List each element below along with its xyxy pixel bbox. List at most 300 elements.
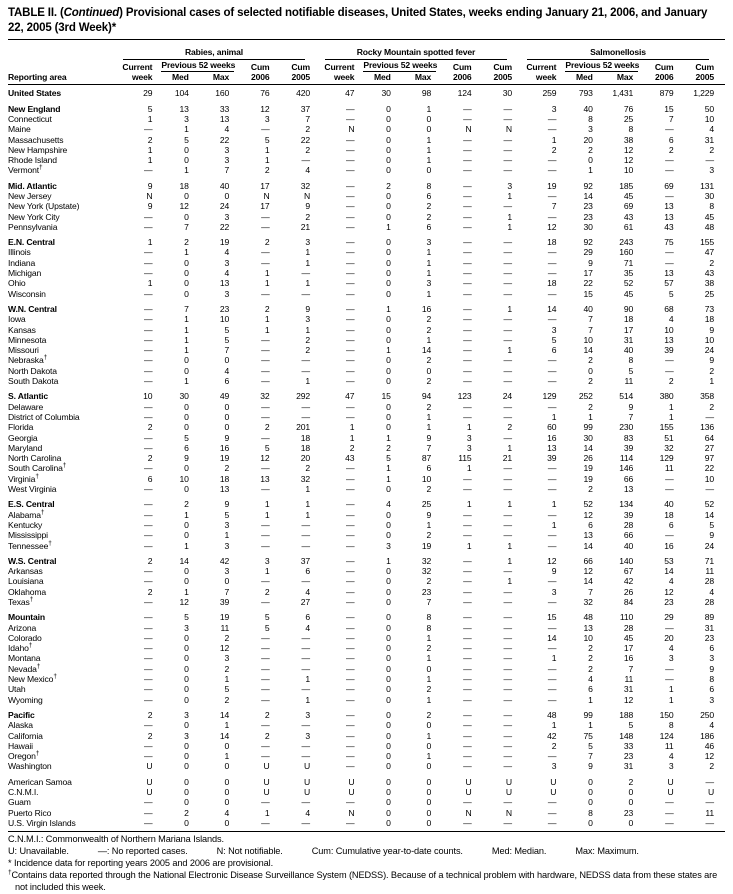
value-cell: 1 (386, 555, 391, 566)
value-cell: 7 (184, 303, 189, 314)
col-prev52: Previous 52 weeks (159, 60, 240, 72)
value-cell: — (345, 797, 355, 808)
value-cell: 0 (386, 324, 391, 335)
table-row (8, 551, 725, 566)
value-cell: 5 (264, 442, 270, 453)
value-cell: 75 (664, 237, 674, 248)
value-cell: — (503, 586, 512, 597)
value-cell: 8 (588, 807, 593, 818)
value-cell: 52 (623, 278, 634, 289)
value-cell: 0 (386, 566, 391, 577)
value-cell: 0 (184, 257, 189, 268)
value-cell: N (505, 124, 512, 135)
value-cell: 4 (668, 643, 674, 654)
col-med: Med (563, 72, 603, 85)
table-row (8, 299, 725, 314)
value-cell: — (463, 376, 472, 387)
table-row (8, 335, 725, 345)
value-cell: 123 (457, 391, 472, 402)
value-cell: 0 (184, 463, 189, 474)
value-cell: 1 (386, 432, 391, 443)
table-row (8, 576, 725, 586)
value-cell: 3 (551, 761, 557, 772)
value-cell: 39 (623, 442, 634, 453)
value-cell: 2 (224, 663, 230, 674)
value-cell: 1 (264, 509, 270, 520)
value-cell: 15 (381, 391, 391, 402)
value-cell: — (345, 113, 355, 124)
value-cell: — (547, 124, 557, 135)
value-cell: — (547, 797, 557, 808)
value-cell: 2 (668, 376, 674, 387)
value-cell: 1 (551, 519, 557, 530)
value-cell: 0 (426, 124, 432, 135)
value-cell: — (261, 334, 270, 345)
value-cell: — (345, 740, 355, 751)
value-cell: 2 (628, 776, 634, 787)
table-row (8, 314, 725, 324)
value-cell: 0 (386, 519, 391, 530)
value-cell: 0 (386, 422, 391, 433)
value-cell: 0 (426, 663, 432, 674)
value-cell: — (463, 709, 472, 720)
value-cell: 2 (264, 730, 270, 741)
value-cell: 73 (704, 303, 714, 314)
value-cell: — (261, 484, 270, 495)
value-cell: — (503, 288, 512, 299)
table-row (8, 818, 725, 832)
value-cell: 0 (184, 401, 189, 412)
value-cell: 28 (623, 622, 634, 633)
value-cell: 40 (623, 345, 634, 356)
value-cell: — (345, 355, 355, 366)
value-cell: 1 (349, 422, 355, 433)
value-cell: — (261, 740, 270, 751)
value-cell: 0 (184, 484, 189, 495)
value-cell: 17 (623, 324, 634, 335)
value-cell: 0 (386, 376, 391, 387)
value-cell: — (143, 355, 153, 366)
value-cell: 259 (542, 88, 557, 99)
value-cell: — (503, 237, 512, 248)
value-cell: — (261, 632, 270, 643)
value-cell: — (261, 694, 270, 705)
value-cell: — (503, 509, 512, 520)
value-cell: 0 (386, 596, 391, 607)
value-cell: 17 (623, 643, 634, 654)
value-cell: 1 (147, 144, 153, 155)
col-cum: Cum (695, 61, 714, 72)
value-cell: 97 (704, 453, 714, 464)
value-cell: 31 (704, 134, 714, 145)
value-cell: 4 (224, 247, 230, 258)
value-cell: 42 (623, 576, 634, 587)
reporting-area-cell: Georgia (8, 432, 38, 443)
value-cell: — (143, 334, 153, 345)
value-cell: 0 (426, 761, 432, 772)
value-cell: 2 (551, 144, 557, 155)
col-cum: Cum (250, 61, 270, 72)
value-cell: 0 (184, 355, 189, 366)
value-cell: 3 (264, 113, 270, 124)
value-cell: — (547, 191, 557, 201)
value-cell: — (345, 247, 355, 258)
value-cell: 2 (588, 663, 593, 674)
reporting-area-cell: Wisconsin (8, 288, 46, 299)
col-max: Max (200, 72, 240, 85)
value-cell: 43 (664, 221, 674, 232)
value-cell: 0 (184, 632, 189, 643)
value-cell: — (547, 540, 557, 551)
value-cell: 8 (426, 612, 432, 623)
reporting-area-cell: California (8, 730, 43, 741)
value-cell: 4 (224, 807, 230, 818)
table-row (8, 201, 725, 211)
value-cell: U (550, 776, 557, 787)
table-row (8, 808, 725, 818)
value-cell: — (463, 740, 472, 751)
value-cell: 2 (147, 422, 153, 433)
table-row (8, 463, 725, 473)
value-cell: — (547, 484, 557, 495)
value-cell: 32 (300, 473, 310, 484)
value-cell: — (345, 761, 355, 772)
value-cell: 4 (668, 751, 674, 762)
value-cell: N (465, 807, 472, 818)
table-row (8, 433, 725, 443)
value-cell: 2 (507, 422, 512, 433)
value-cell: 18 (547, 278, 557, 289)
table-row (8, 597, 725, 607)
value-cell: — (143, 643, 153, 654)
value-cell: 0 (386, 288, 391, 299)
value-cell: — (345, 519, 355, 530)
value-cell: — (345, 612, 355, 623)
value-cell: U (465, 787, 472, 798)
value-cell: — (261, 247, 270, 258)
value-cell: 0 (386, 684, 391, 695)
col-2006: 2006 (442, 72, 482, 85)
value-cell: 6 (305, 612, 310, 623)
value-cell: U (348, 776, 355, 787)
reporting-area-cell: Louisiana (8, 576, 44, 587)
value-cell: — (463, 401, 472, 412)
value-cell: 2 (305, 345, 310, 356)
value-cell: — (261, 288, 270, 299)
value-cell: 2 (426, 314, 432, 325)
abbrev-item: N: Not notifiable. (216, 846, 283, 857)
reporting-area-cell: Arkansas (8, 566, 43, 577)
value-cell: — (503, 144, 512, 155)
value-cell: 0 (224, 576, 230, 587)
value-cell: 0 (628, 787, 634, 798)
value-cell: 5 (264, 612, 270, 623)
value-cell: — (345, 463, 355, 474)
value-cell: 12 (260, 453, 270, 464)
value-cell: 0 (386, 586, 391, 597)
value-cell: 3 (184, 113, 189, 124)
value-cell: 3 (305, 314, 310, 325)
value-cell: 10 (704, 473, 714, 484)
value-cell: 39 (664, 345, 674, 356)
reporting-area-cell: Rhode Island (8, 155, 57, 166)
value-cell: 13 (664, 268, 674, 279)
value-cell: 27 (704, 442, 714, 453)
table-row (8, 787, 725, 797)
value-cell: 4 (305, 622, 310, 633)
notifiable-diseases-table (8, 41, 725, 832)
value-cell: 13 (260, 473, 270, 484)
value-cell: 14 (179, 555, 189, 566)
value-cell: — (345, 663, 355, 674)
value-cell: 3 (466, 442, 472, 453)
value-cell: 20 (583, 134, 593, 145)
reporting-area-cell: Maryland (8, 442, 43, 453)
value-cell: U (263, 761, 270, 772)
value-cell: 0 (224, 355, 230, 366)
value-cell: 0 (184, 720, 189, 731)
value-cell: 1 (386, 345, 391, 356)
value-cell: 10 (623, 165, 634, 176)
value-cell: 9 (709, 355, 714, 366)
value-cell: 0 (386, 237, 391, 248)
value-cell: 25 (421, 499, 432, 510)
value-cell: 16 (664, 540, 674, 551)
value-cell: N (263, 191, 270, 201)
value-cell: — (345, 278, 355, 289)
abbrev-item: Cum: Cumulative year-to-date counts. (311, 846, 463, 857)
value-cell: 0 (184, 751, 189, 762)
value-cell: 9 (551, 566, 557, 577)
value-cell: 1,229 (693, 88, 714, 99)
value-cell: 1 (305, 674, 310, 685)
value-cell: — (345, 540, 355, 551)
table-row (8, 165, 725, 175)
value-cell: 1 (184, 124, 189, 135)
value-cell: 19 (219, 453, 230, 464)
value-cell: 19 (219, 237, 230, 248)
reporting-area-cell: E.N. Central (8, 237, 55, 248)
value-cell: 14 (219, 709, 230, 720)
value-cell: 3 (386, 540, 391, 551)
value-cell: — (345, 555, 355, 566)
reporting-area-cell: Texas† (8, 596, 34, 607)
col-cum: Cum (291, 61, 310, 72)
value-cell: 2 (147, 709, 153, 720)
value-cell: 92 (583, 237, 593, 248)
value-cell: 0 (386, 401, 391, 412)
value-cell: 1 (426, 519, 432, 530)
value-cell: 92 (583, 180, 593, 191)
value-cell: 201 (296, 422, 310, 433)
value-cell: — (143, 324, 153, 335)
value-cell: 9 (426, 509, 432, 520)
value-cell: — (463, 530, 472, 541)
value-cell: 4 (224, 268, 230, 279)
value-cell: 514 (619, 391, 634, 402)
table-row (8, 145, 725, 155)
footnote-cnmi: C.N.M.I.: Commonwealth of Northern Mariana Islands. (8, 834, 224, 845)
value-cell: N (303, 191, 310, 201)
value-cell: 6 (709, 643, 714, 654)
value-cell: — (503, 473, 512, 484)
value-cell: 43 (345, 453, 355, 464)
value-cell: 30 (502, 88, 512, 99)
value-cell: — (143, 463, 153, 474)
value-cell: — (503, 632, 512, 643)
value-cell: 1 (668, 411, 674, 422)
value-cell: — (503, 201, 512, 212)
value-cell: 10 (704, 113, 714, 124)
value-cell: — (463, 473, 472, 484)
value-cell: — (463, 365, 472, 376)
value-cell: — (345, 709, 355, 720)
value-cell: 160 (619, 247, 634, 258)
table-row (8, 99, 725, 114)
value-cell: — (345, 134, 355, 145)
table-row (8, 366, 725, 376)
value-cell: 0 (386, 807, 391, 818)
value-cell: — (143, 797, 153, 808)
value-cell: 13 (664, 211, 674, 222)
value-cell: U (550, 787, 557, 798)
value-cell: — (547, 247, 557, 258)
value-cell: — (345, 211, 355, 222)
value-cell: — (143, 432, 153, 443)
reporting-area-cell: South Dakota (8, 376, 59, 387)
value-cell: 24 (502, 391, 512, 402)
value-cell: — (345, 674, 355, 685)
value-cell: 49 (219, 391, 230, 402)
value-cell: 2 (305, 334, 310, 345)
value-cell: — (345, 566, 355, 577)
value-cell: U (667, 787, 674, 798)
value-cell: 0 (386, 165, 391, 176)
value-cell: 75 (583, 730, 593, 741)
value-cell: — (143, 303, 153, 314)
value-cell: 13 (179, 103, 189, 114)
value-cell: 3 (184, 622, 189, 633)
value-cell: 3 (224, 257, 230, 268)
value-cell: — (301, 355, 310, 366)
value-cell: 39 (547, 453, 557, 464)
value-cell: 69 (623, 201, 634, 212)
value-cell: — (345, 257, 355, 268)
value-cell: 18 (179, 180, 189, 191)
value-cell: — (143, 221, 153, 232)
table-row (8, 494, 725, 509)
value-cell: 84 (623, 596, 634, 607)
value-cell: — (463, 155, 472, 166)
table-body (8, 85, 725, 832)
value-cell: — (503, 694, 512, 705)
value-cell: — (463, 247, 472, 258)
value-cell: 188 (619, 709, 634, 720)
value-cell: — (503, 817, 512, 828)
value-cell: 0 (386, 530, 391, 541)
value-cell: — (665, 124, 674, 135)
table-row (8, 222, 725, 232)
value-cell: 14 (704, 509, 714, 520)
value-cell: — (503, 103, 512, 114)
value-cell: — (547, 576, 557, 587)
value-cell: 1 (507, 221, 512, 232)
value-cell: 57 (664, 278, 674, 289)
value-cell: — (345, 751, 355, 762)
value-cell: 29 (583, 247, 593, 258)
value-cell: 5 (668, 288, 674, 299)
value-cell: — (665, 797, 674, 808)
value-cell: — (463, 165, 472, 176)
value-cell: — (143, 684, 153, 695)
value-cell: 2 (349, 442, 355, 453)
value-cell: — (345, 632, 355, 643)
reporting-area-cell: Missouri (8, 345, 39, 356)
value-cell: 12 (219, 643, 230, 654)
value-cell: 26 (583, 453, 593, 464)
value-cell: 2 (264, 237, 270, 248)
value-cell: — (463, 730, 472, 741)
value-cell: 9 (224, 499, 230, 510)
value-cell: — (345, 484, 355, 495)
value-cell: 6 (551, 345, 557, 356)
value-cell: 1 (507, 540, 512, 551)
reporting-area-cell: Indiana (8, 257, 36, 268)
value-cell: 0 (184, 191, 189, 201)
value-cell: 1 (426, 288, 432, 299)
value-cell: 115 (458, 453, 472, 464)
value-cell: — (665, 663, 674, 674)
value-cell: — (143, 499, 153, 510)
value-cell: 1 (551, 653, 557, 664)
value-cell: 1 (184, 586, 189, 597)
value-cell: 0 (184, 761, 189, 772)
value-cell: 17 (260, 201, 270, 212)
value-cell: — (261, 684, 270, 695)
value-cell: — (345, 288, 355, 299)
value-cell: — (261, 643, 270, 654)
value-cell: 2 (709, 401, 714, 412)
reporting-area-cell: Mid. Atlantic (8, 180, 57, 191)
value-cell: — (547, 751, 557, 762)
reporting-area-cell: United States (8, 88, 61, 99)
value-cell: 2 (184, 237, 189, 248)
value-cell: 1 (264, 499, 270, 510)
value-cell: — (143, 365, 153, 376)
value-cell: 0 (184, 155, 189, 166)
value-cell: U (303, 787, 310, 798)
value-cell: 12 (179, 201, 189, 212)
value-cell: 1 (305, 278, 310, 289)
value-cell: 6 (588, 519, 593, 530)
value-cell: — (143, 211, 153, 222)
table-row (8, 325, 725, 335)
value-cell: 4 (709, 586, 714, 597)
value-cell: 33 (219, 103, 230, 114)
value-cell: 32 (421, 555, 432, 566)
value-cell: 5 (386, 453, 391, 464)
value-cell: 83 (623, 432, 634, 443)
table-row (8, 510, 725, 520)
value-cell: 13 (583, 622, 593, 633)
value-cell: — (463, 555, 472, 566)
value-cell: 1 (426, 144, 432, 155)
value-cell: — (463, 257, 472, 268)
value-cell: 1 (264, 314, 270, 325)
value-cell: 0 (184, 776, 189, 787)
value-cell: — (261, 221, 270, 232)
value-cell: 3 (305, 237, 310, 248)
